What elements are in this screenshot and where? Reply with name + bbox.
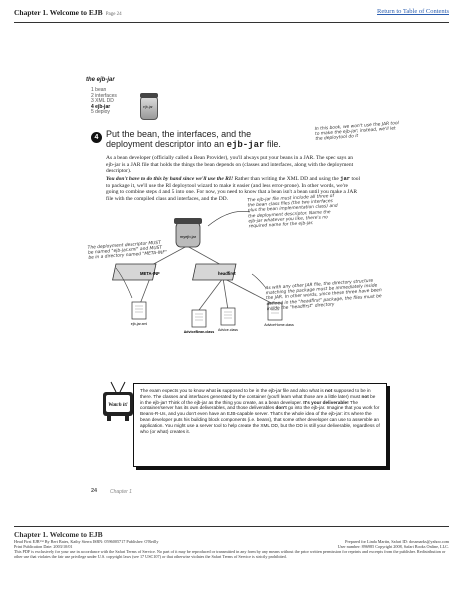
page-chapter: Chapter 1 [110, 489, 132, 495]
footer-legal: This PDF is exclusively for your use in accordance with the Safari Terms of Service. No part of it may be reproduced or transmitted in any form by any means without the prior written permission for reprints and excerpts from the publisher. Redistribution or other use that violates the fair use privilege under U.S. copyright laws (see 17 USC107) or that otherwise violates the Safari Terms of Service is strictly prohibited. [14, 549, 446, 559]
page-footer [14, 530, 449, 559]
step-item: 1 bean [91, 87, 107, 93]
watch-it-callout: The exam expects you to know what is supposed to be in the ejb-jar file and also what is not supposed to be in there. The classes and interfaces generated by the container (you'll learn what those are a little later) must not be in the ejb-jar! Think of the ejb-jar as the thing you create, as a bean developer. It's your deliverable! The container/server has its own deliverables, and those deliverables don't go into the ejb-jar. Imagine that you work for Beans-R-Us, and you don't even have an EJB-capable server. That's the whole idea of the ejb-jar: it's where the bean developer puts his building block components (i.e. beans), that some other developer can use to assemble an application. You might use a server tool to help create the XML DD, but the DD is still your deliverable, regardless of who (or what) creates it. [133, 383, 387, 467]
jar-label: myejb.jar [179, 234, 197, 239]
handwritten-note-jar: The ejb-jar file must include all three of the bean class files (the two interfaces plus the bean implementation class) and the deployment descriptor. Name the ejb-jar whatever you like, there's no required name for the ejb-jar. [247, 193, 338, 230]
handwritten-note-package: As with any other JAR file, the directory structure matching the package must be immediately inside the JAR. In other words, since these three have been defined in the "headfirst" package, the files must be inside the "headfirst" directory [265, 278, 382, 312]
document-icon [218, 308, 238, 332]
handwritten-note-top: In this book, we won't use the JAR tool to make the ejb-jar; instead, we'll let the deploytool do it [314, 121, 399, 143]
file-advicebean: AdviceBean.class [183, 330, 215, 334]
footer-book-info: Head First EJB™ By Bert Bates, Kathy Sierra ISBN: 0596005717 Publisher: O'Reilly [14, 539, 159, 544]
file-advice: Advice.class [218, 328, 238, 332]
headfirst-folder-icon [193, 264, 237, 280]
page-header [14, 8, 449, 22]
step-item: 2 interfaces [91, 92, 117, 99]
step-item: 5 deploy [91, 109, 110, 116]
step-item-current: 4 ejb-jar [91, 103, 111, 110]
paragraph-ri: You don't have to do this by hand since we'll use the RI! Rather than writing the XML DD and using the jar tool to package it, we'll use the RI deploytool wizard to make it easier (and less error-prone). In other words, we're going to combine steps 4 and 5 into one. For now, you need to know that a bean isn't a bean until you make a JAR file with the compiled class and interfaces, and the DD. [106, 175, 361, 202]
section-label: the ejb-jar [86, 77, 115, 83]
footer-rule [14, 526, 449, 527]
folder-meta-inf-label: META-INF [140, 271, 160, 276]
watch-it-tv-icon [101, 380, 135, 424]
watch-it-label: Watch it! [108, 402, 128, 408]
file-ejb-jar-xml: ejb-jar.xml [130, 322, 148, 326]
ejb-jar-icon [174, 218, 202, 247]
document-icon [131, 302, 148, 326]
step-list [91, 88, 117, 116]
step-item: 3 XML DD [91, 98, 114, 105]
header-rule [14, 22, 449, 23]
page-label: Page 24 [105, 12, 122, 17]
jar-small-label: ejb-jar [143, 105, 153, 109]
footer-title: Chapter 1. Welcome to EJB [14, 530, 103, 539]
handwritten-note-dd: The deployment descriptor MUST be named "ejb-jar.xml" and MUST be in a directory named "META-INF" [87, 240, 168, 262]
jar-small-icon [140, 96, 158, 120]
step-number-badge: 4 [91, 132, 102, 143]
document-icon [184, 310, 215, 334]
footer-user-number: User number: 896985 Copyright 2008, Safari Books Online, LLC. [337, 544, 449, 549]
step-heading: Put the bean, the interfaces, and the deployment descriptor into an ejb-jar file. [106, 129, 281, 150]
footer-prepared-for: Prepared for Linda Martin, Safari ID: dossmarks@yahoo.com [345, 539, 449, 544]
chapter-title: Chapter 1. Welcome to EJB Page 24 [14, 8, 122, 17]
page-number: 24 [91, 488, 98, 494]
paragraph-intro: As a bean developer (officially called a Bean Provider), you'll always put your beans in a JAR. The spec says an ejb-jar is a JAR file that holds the things the bean depends on (classes and interfaces, along with the deployment descriptor). [106, 155, 354, 175]
file-advicehome: AdviceHome.class [264, 323, 294, 327]
folder-headfirst-label: headfirst [218, 271, 236, 276]
footer-pub-date: Print Publication Date: 2003/10/01 [14, 544, 73, 549]
toc-link[interactable]: Return to Table of Contents [377, 8, 449, 15]
meta-inf-folder-icon [113, 264, 161, 280]
